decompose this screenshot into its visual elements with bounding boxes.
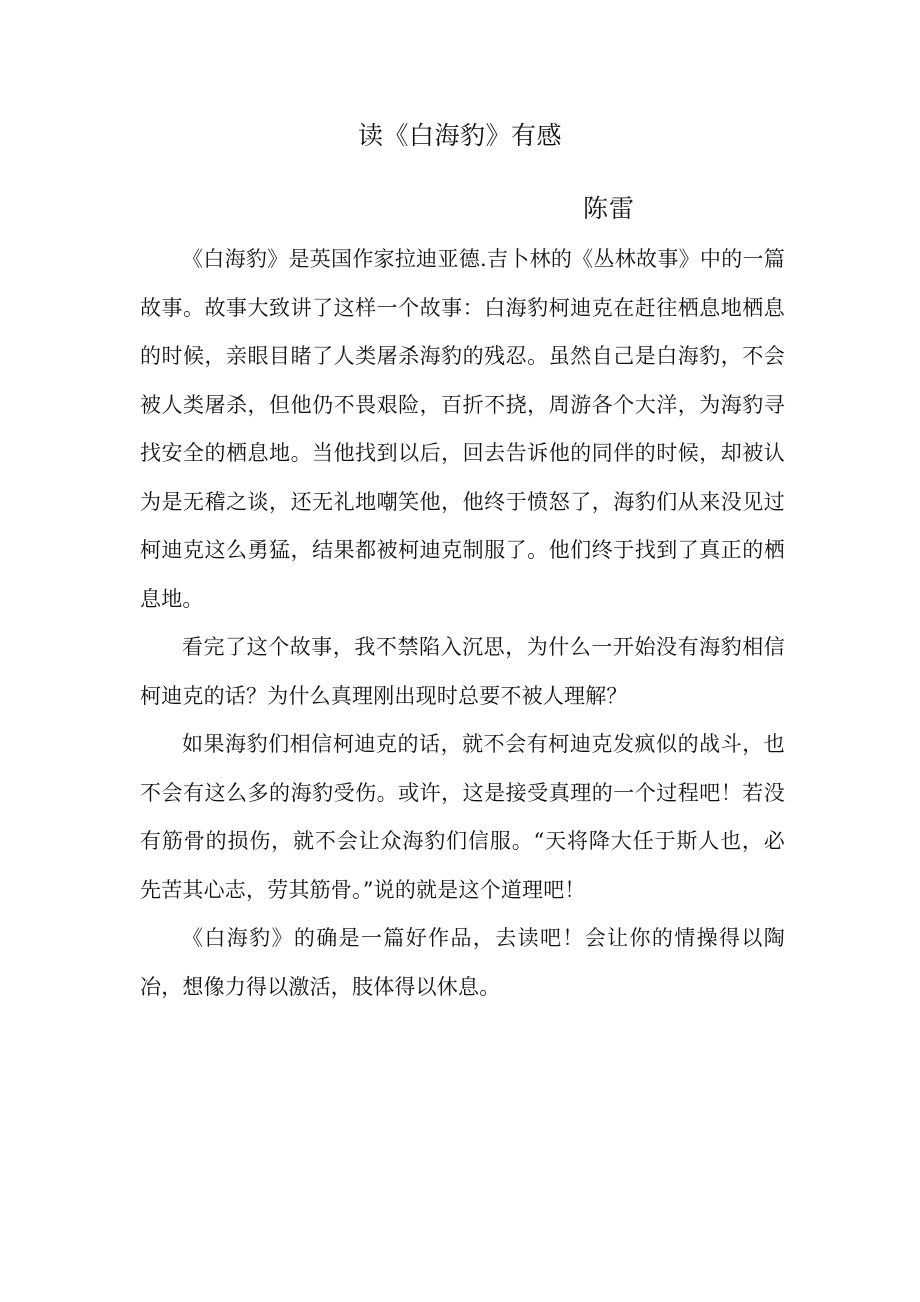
author-name: 陈雷 [583, 194, 636, 223]
paragraph-1: 《白海豹》是英国作家拉迪亚德.吉卜林的《丛林故事》中的一篇故事。故事大致讲了这样一个故事：白海豹柯迪克在赶往栖息地栖息的时候，亲眼目睹了人类屠杀海豹的残忍。虽然自己是白海豹，不会被人类屠杀，但他仍不畏艰险，百折不挠，周游各个大洋，为海豹寻找安全的栖息地。当他找到以后，回去告诉他的同伴的时候，却被认为是无稽之谈，还无礼地嘲笑他，他终于愤怒了，海豹们从来没见过柯迪克这么勇猛，结果都被柯迪克制服了。他们终于找到了真正的栖息地。 [140, 247, 785, 611]
document-body [140, 235, 785, 1011]
document-title: 读《白海豹》有感 [357, 121, 562, 150]
paragraph-2: 看完了这个故事，我不禁陷入沉思，为什么一开始没有海豹相信柯迪克的话？为什么真理刚出现时总要不被人理解？ [140, 635, 785, 708]
paragraph-4: 《白海豹》的确是一篇好作品，去读吧！会让你的情操得以陶冶，想像力得以激活，肢体得以休息。 [140, 926, 785, 999]
paragraph-3: 如果海豹们相信柯迪克的话，就不会有柯迪克发疯似的战斗，也不会有这么多的海豹受伤。或许，这是接受真理的一个过程吧！若没有筋骨的损伤，就不会让众海豹们信服。“天将降大任于斯人也，必先苦其心志，劳其筋骨。”说的就是这个道理吧！ [140, 732, 785, 902]
